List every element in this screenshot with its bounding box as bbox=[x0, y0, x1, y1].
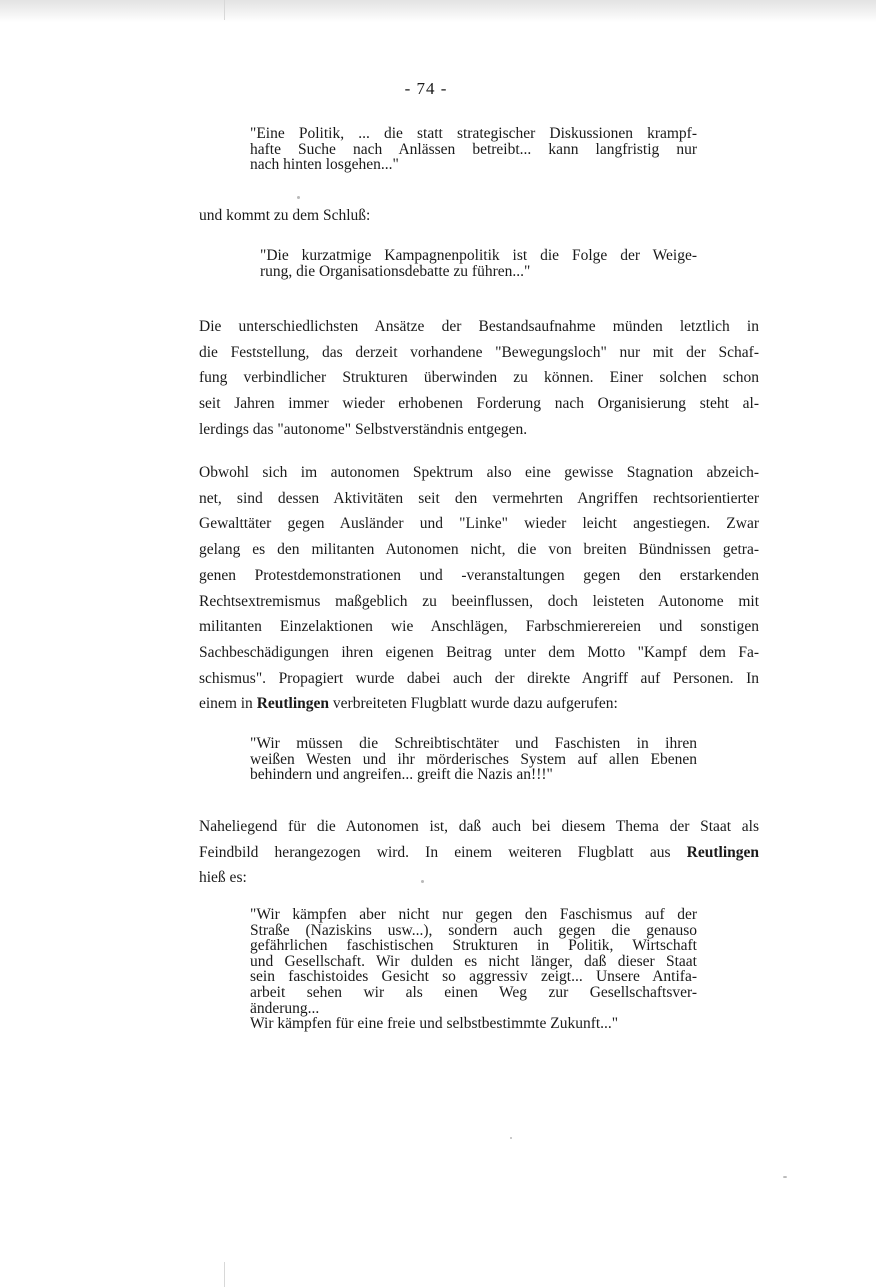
paragraph-3-line: Naheliegend für die Autonomen ist, daß auch bei diesem Thema der Staat als bbox=[199, 818, 759, 835]
paragraph-2-line: Rechtsextremismus maßgeblich zu beeinflussen, doch leisteten Autonome mit bbox=[199, 592, 759, 610]
paragraph-1-line: seit Jahren immer wieder erhobenen Forderung nach Organisierung steht al- bbox=[199, 395, 759, 413]
paragraph-2-line: Gewalttäter gegen Ausländer und "Linke" wieder leicht angestiegen. Zwar bbox=[199, 515, 759, 533]
scan-top-shadow bbox=[0, 0, 876, 22]
paragraph-2-line: Sachbeschädigungen ihren eigenen Beitrag unter dem Motto "Kampf dem Fa- bbox=[199, 643, 759, 661]
scan-speck bbox=[783, 1176, 787, 1178]
intro-text: und kommt zu dem Schluß: bbox=[199, 207, 371, 224]
quote-2-line: "Die kurzatmige Kampagnenpolitik ist die Folge der Weige- bbox=[260, 247, 697, 264]
paragraph-1 bbox=[199, 314, 759, 443]
quote-3-line: weißen Westen und ihr mörderisches System auf allen Ebenen bbox=[250, 750, 697, 768]
paragraph-2-line: Obwohl sich im autonomen Spektrum also eine gewisse Stagnation abzeich- bbox=[199, 464, 759, 481]
quote-2-line: rung, die Organisationsdebatte zu führen..." bbox=[260, 262, 531, 280]
quote-4-line: Straße (Naziskins usw...), sondern auch gegen die genauso bbox=[250, 921, 697, 939]
text-run: verbreiteten Flugblatt wurde dazu aufgerufen: bbox=[329, 695, 618, 713]
scan-crease-top bbox=[224, 0, 225, 20]
place-name-reutlingen: Reutlingen bbox=[256, 695, 330, 713]
scan-speck bbox=[297, 196, 300, 199]
paragraph-1-line: fung verbindlicher Strukturen überwinden zu können. Einer solchen schon bbox=[199, 369, 759, 387]
quote-4-line: gefährlichen faschistischen Strukturen in Politik, Wirtschaft bbox=[250, 937, 697, 955]
quote-4-line: änderung... bbox=[250, 999, 320, 1017]
quote-3-line: "Wir müssen die Schreibtischtäter und Faschisten in ihren bbox=[250, 735, 697, 752]
text-run: einem in bbox=[199, 695, 257, 713]
quote-1-line: "Eine Politik, ... die statt strategischer Diskussionen krampf- bbox=[250, 125, 697, 142]
quote-3-line: behindern und angreifen... greift die Nazis an!!!" bbox=[250, 766, 553, 784]
paragraph-2-line: net, sind dessen Aktivitäten seit den vermehrten Angriffen rechtsorientierter bbox=[199, 489, 759, 507]
paragraph-1-line: die Feststellung, das derzeit vorhandene "Bewegungsloch" nur mit der Schaf- bbox=[199, 343, 759, 361]
quote-4-line: und Gesellschaft. Wir dulden es nicht länger, daß dieser Staat bbox=[250, 952, 697, 970]
paragraph-2-line: gelang es den militanten Autonomen nicht, die von breiten Bündnissen getra- bbox=[199, 541, 759, 559]
quote-4-line: Wir kämpfen für eine freie und selbstbestimmte Zukunft..." bbox=[250, 1015, 619, 1033]
block-quote-4 bbox=[250, 907, 697, 1032]
paragraph-2-last-line bbox=[199, 691, 759, 717]
paragraph-2 bbox=[199, 460, 759, 717]
block-quote-1 bbox=[250, 126, 697, 173]
text-run: Feindbild herangezogen wird. In einem weiteren Flugblatt aus bbox=[199, 843, 687, 861]
quote-1-line: nach hinten losgehen..." bbox=[250, 156, 399, 174]
page-number: - 74 - bbox=[404, 79, 448, 98]
block-quote-3 bbox=[250, 736, 697, 783]
paragraph-3-line bbox=[199, 840, 759, 866]
scan-crease-bottom bbox=[224, 1262, 225, 1287]
paragraph-1-line: Die unterschiedlichsten Ansätze der Bestandsaufnahme münden letztlich in bbox=[199, 318, 759, 335]
scan-speck bbox=[510, 1137, 512, 1139]
paragraph-3 bbox=[199, 814, 759, 891]
block-quote-2 bbox=[260, 248, 697, 279]
quote-4-line: sein faschistoides Gesicht so aggressiv zeigt... Unsere Antifa- bbox=[250, 968, 697, 986]
paragraph-1-line: lerdings das "autonome" Selbstverständnis entgegen. bbox=[199, 420, 528, 438]
quote-4-line: arbeit sehen wir als einen Weg zur Gesellschaftsver- bbox=[250, 983, 697, 1001]
paragraph-3-line: hieß es: bbox=[199, 869, 247, 887]
paragraph-2-line: militanten Einzelaktionen wie Anschlägen, Farbschmierereien und sonstigen bbox=[199, 618, 759, 636]
intro-line bbox=[199, 203, 759, 229]
paragraph-2-line: genen Protestdemonstrationen und -veranstaltungen gegen den erstarkenden bbox=[199, 566, 759, 584]
quote-1-line: hafte Suche nach Anlässen betreibt... kann langfristig nur bbox=[250, 140, 697, 158]
paragraph-2-line: schismus". Propagiert wurde dabei auch der direkte Angriff auf Personen. In bbox=[199, 669, 759, 687]
place-name-reutlingen: Reutlingen bbox=[686, 843, 759, 861]
quote-4-line: "Wir kämpfen aber nicht nur gegen den Faschismus auf der bbox=[250, 906, 697, 923]
